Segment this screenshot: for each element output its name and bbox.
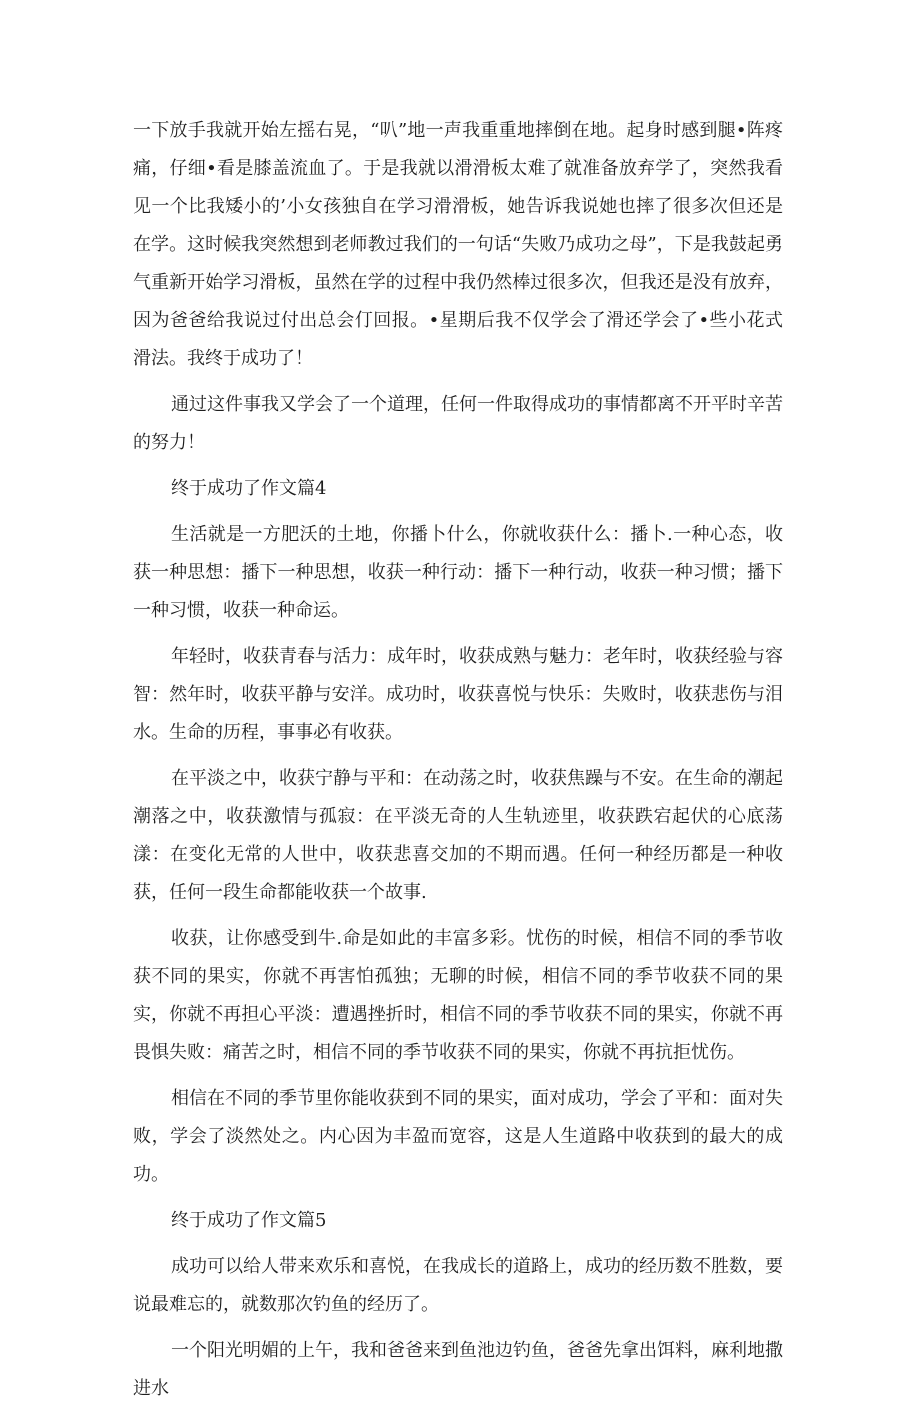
paragraph-calm-and-turmoil: 在平淡之中，收获宁静与平和：在动荡之时，收获焦躁与不安。在生命的潮起潮落之中，收获激情与孤寂：在平淡无奇的人生轨迹里，收获跌宕起伏的心底荡漾：在变化无常的人世中，收获悲喜交加的不期而遇。任何一种经历都是一种收获，任何一段生命都能收获一个故事. <box>133 768 783 903</box>
paragraph-different-seasons: 相信在不同的季节里你能收获到不同的果实，面对成功，学会了平和：面对失败，学会了淡然处之。内心因为丰盈而宽容，这是人生道路中收获到的最大的成功。 <box>133 1088 783 1185</box>
paragraph-life-soil: 生活就是一方肥沃的土地，你播卜什么，你就收获什么：播卜.一种心态，收获一种思想：播下一种思想，收获一种行动：播下一种行动，收获一种习惯；播下一种习惯，收获一种命运。 <box>133 524 783 621</box>
paragraph-fishing-morning: 一个阳光明媚的上午，我和爸爸来到鱼池边钓鱼，爸爸先拿出饵料，麻利地撒进水 <box>133 1340 783 1399</box>
paragraph-skateboard-fall: 一下放手我就开始左摇右晃，“叭”地一声我重重地摔倒在地。起身时感到腿•阵疼痛，仔细•看是膝盖流血了。于是我就以滑滑板太难了就准备放弃学了，突然我看见一个比我矮小的’小女孩独自在学习滑滑板，她告诉我说她也摔了很多次但还是在学。这时候我突然想到老师教过我们的一句话“失败乃成功之母”，下是我鼓起勇气重新开始学习滑板，虽然在学的过程中我仍然棒过很多次，但我还是没有放弃，因为爸爸给我说过付出总会仃回报。•星期后我不仅学会了滑还学会了•些小花式滑法。我终于成功了！ <box>133 120 783 369</box>
paragraph-lesson-learned: 通过这件事我又学会了一个道理，任何一件取得成功的事情都离不开平时辛苦的努力！ <box>133 394 783 453</box>
paragraph-harvest-colorful: 收获，让你感受到牛.命是如此的丰富多彩。忧伤的时候，相信不同的季节收获不同的果实，你就不再害怕孤独；无聊的时候，相信不同的季节收获不同的果实，你就不再担心平淡：遭遇挫折时，相信不同的季节收获不同的果实，你就不再畏惧失败：痛苦之时，相信不同的季节收获不同的果实，你就不再抗拒忧伤。 <box>133 928 783 1063</box>
paragraph-life-stages: 年轻时，收获青春与活力：成年时，收获成熟与魅力：老年时，收获经验与容智：然年时，收获平静与安洋。成功时，收获喜悦与快乐：失败时，收获悲伤与泪水。生命的历程，事事必有收获。 <box>133 646 783 743</box>
section-heading-essay-4: 终于成功了作文篇4 <box>171 478 327 499</box>
paragraph-success-joy: 成功可以给人带来欢乐和喜悦，在我成长的道路上，成功的经历数不胜数，要说最难忘的，就数那次钓鱼的经历了。 <box>133 1256 783 1315</box>
document-body <box>133 112 783 1416</box>
section-heading-essay-5: 终于成功了作文篇5 <box>171 1210 327 1231</box>
